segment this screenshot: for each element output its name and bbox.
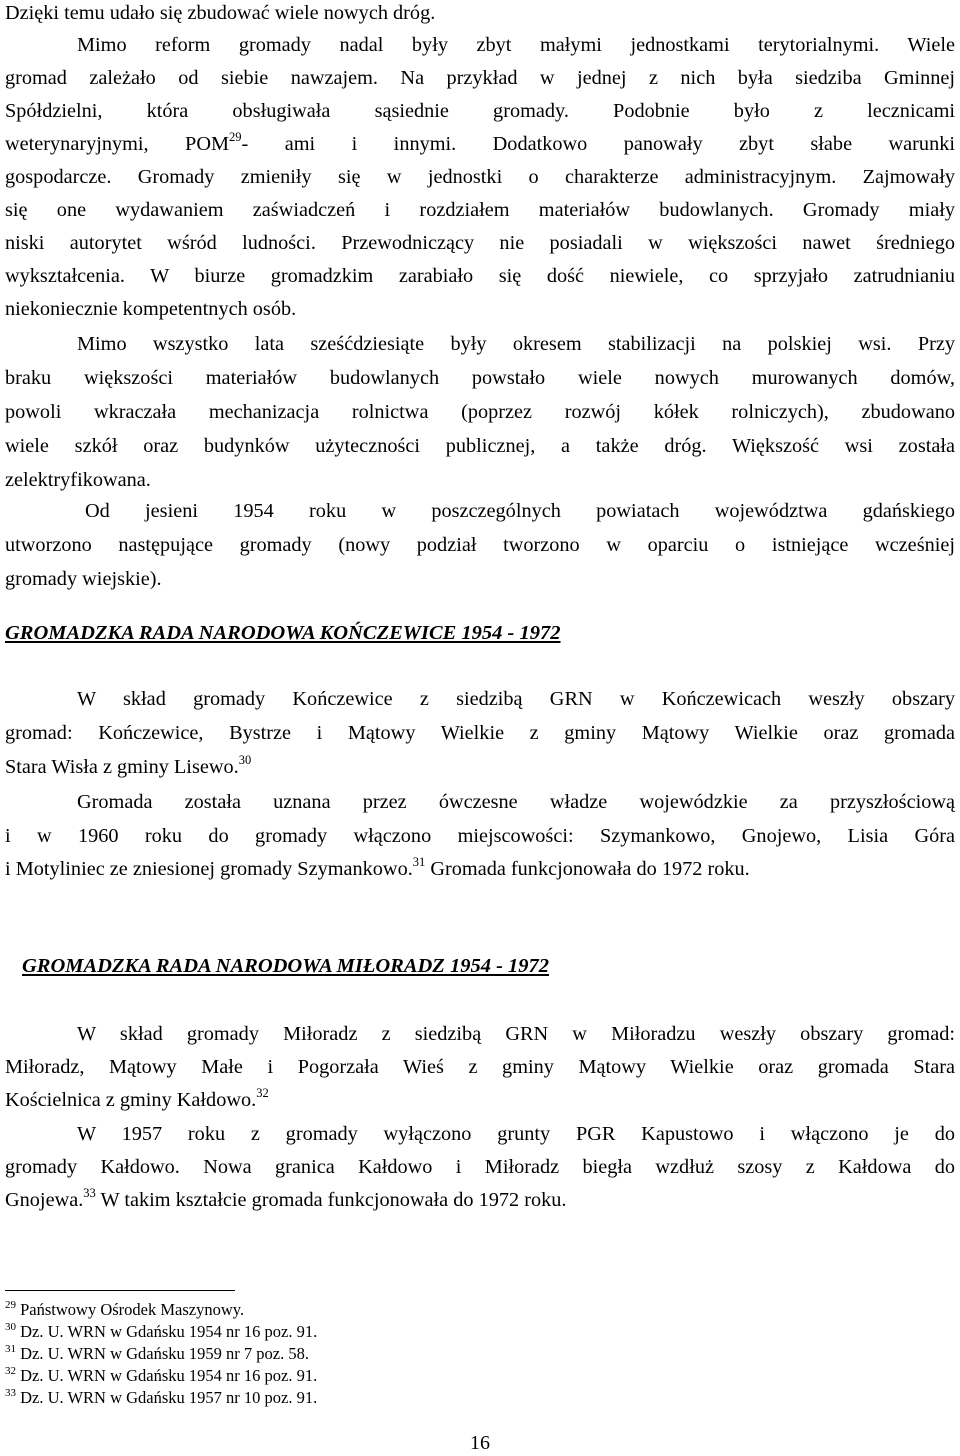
footnote-number: 29 xyxy=(5,1299,16,1311)
paragraph-line: gromady wiejskie). xyxy=(5,568,162,590)
footnote xyxy=(5,1321,317,1343)
paragraph-line: Gromada została uznana przez ówczesne władze wojewódzkie za przyszłościową xyxy=(77,791,955,813)
line-text: Kościelnica z gminy Kałdowo. xyxy=(5,1089,257,1111)
line-text: W takim kształcie gromada funkcjonowała do 1972 roku. xyxy=(100,1189,567,1211)
footnote-text: Dz. U. WRN w Gdańsku 1954 nr 16 poz. 91. xyxy=(20,1366,318,1385)
footnote-text: Państwowy Ośrodek Maszynowy. xyxy=(20,1300,245,1319)
paragraph-line: utworzono następujące gromady (nowy podział tworzono w oparciu o istniejące wcześniej xyxy=(5,534,955,556)
footnote-separator xyxy=(5,1290,235,1291)
line-text: weterynaryjnymi, POM xyxy=(5,133,230,155)
line-text: Gnojewa. xyxy=(5,1189,84,1211)
footnote-text: Dz. U. WRN w Gdańsku 1959 nr 7 poz. 58. xyxy=(20,1344,309,1363)
paragraph-line: powoli wkraczała mechanizacja rolnictwa (poprzez rozwój kółek rolniczych), zbudowano xyxy=(5,401,955,423)
footnote-text: Dz. U. WRN w Gdańsku 1954 nr 16 poz. 91. xyxy=(20,1322,318,1341)
paragraph-line: niekoniecznie kompetentnych osób. xyxy=(5,298,297,320)
paragraph-line: gromady Kałdowo. Nowa granica Kałdowo i Miłoradz biegła wzdłuż szosy z Kałdowa do xyxy=(5,1156,955,1178)
footnote-ref: 31 xyxy=(412,855,426,869)
footnote xyxy=(5,1365,317,1387)
paragraph-line: się one wydawaniem zaświadczeń i rozdziałem materiałów budowlanych. Gromady miały xyxy=(5,199,955,221)
line-text: - ami i innymi. Dodatkowo panowały zbyt słabe warunki xyxy=(241,133,955,155)
paragraph-line: Od jesieni 1954 roku w poszczególnych powiatach województwa gdańskiego xyxy=(85,500,955,522)
line-text: Stara Wisła z gminy Lisewo. xyxy=(5,756,239,778)
footnote xyxy=(5,1299,244,1321)
line-text: Gromada funkcjonowała do 1972 roku. xyxy=(430,858,750,880)
paragraph-line xyxy=(5,750,955,784)
footnote-ref: 30 xyxy=(238,753,252,767)
section-heading: GROMADZKA RADA NARODOWA MIŁORADZ 1954 - 1972 xyxy=(22,955,550,977)
paragraph-line xyxy=(5,1083,955,1117)
paragraph-line: wykształcenia. W biurze gromadzkim zarabiało się dość niewiele, co sprzyjało zatrudnianiu xyxy=(5,265,955,287)
paragraph-line xyxy=(5,127,955,161)
paragraph-line xyxy=(5,1183,955,1217)
paragraph-line: gospodarcze. Gromady zmieniły się w jednostki o charakterze administracyjnym. Zajmowały xyxy=(5,166,955,188)
paragraph-line: W skład gromady Kończewice z siedzibą GRN w Kończewicach weszły obszary xyxy=(77,688,955,710)
footnote-ref: 32 xyxy=(256,1086,269,1100)
paragraph-line: Miłoradz, Mątowy Małe i Pogorzała Wieś z gminy Mątowy Wielkie oraz gromada Stara xyxy=(5,1056,955,1078)
paragraph-line: Mimo reform gromady nadal były zbyt małymi jednostkami terytorialnymi. Wiele xyxy=(77,34,955,56)
paragraph-line: wiele szkół oraz budynków użyteczności publicznej, a także dróg. Większość wsi została xyxy=(5,435,955,457)
paragraph-line: Dzięki temu udało się zbudować wiele nowych dróg. xyxy=(5,2,436,24)
footnote-number: 31 xyxy=(5,1343,16,1355)
footnote xyxy=(5,1387,317,1409)
paragraph-line xyxy=(5,852,955,886)
paragraph-line: zelektryfikowana. xyxy=(5,469,151,491)
footnote-ref: 33 xyxy=(83,1186,96,1200)
paragraph-line: braku większości materiałów budowlanych powstało wiele nowych murowanych domów, xyxy=(5,367,955,389)
paragraph-line: Mimo wszystko lata sześćdziesiąte były okresem stabilizacji na polskiej wsi. Przy xyxy=(77,333,955,355)
footnote-text: Dz. U. WRN w Gdańsku 1957 nr 10 poz. 91. xyxy=(20,1388,318,1407)
line-text: i Motyliniec ze zniesionej gromady Szymankowo. xyxy=(5,858,413,880)
paragraph-line: Spółdzielni, która obsługiwała sąsiednie gromady. Podobnie było z lecznicami xyxy=(5,100,955,122)
footnote-ref: 29 xyxy=(229,130,242,144)
footnote xyxy=(5,1343,309,1365)
paragraph-line: gromad zależało od siebie nawzajem. Na przykład w jednej z nich była siedziba Gminnej xyxy=(5,67,955,89)
footnote-number: 30 xyxy=(5,1321,16,1333)
paragraph-line: niski autorytet wśród ludności. Przewodniczący nie posiadali w większości nawet średniego xyxy=(5,232,955,254)
footnote-number: 32 xyxy=(5,1365,16,1377)
section-heading: GROMADZKA RADA NARODOWA KOŃCZEWICE 1954 - 1972 xyxy=(5,622,561,644)
paragraph-line: W skład gromady Miłoradz z siedzibą GRN w Miłoradzu weszły obszary gromad: xyxy=(77,1023,955,1045)
paragraph-line: i w 1960 roku do gromady włączono miejscowości: Szymankowo, Gnojewo, Lisia Góra xyxy=(5,825,955,847)
page-number: 16 xyxy=(470,1432,490,1454)
footnote-number: 33 xyxy=(5,1387,16,1399)
paragraph-line: W 1957 roku z gromady wyłączono grunty PGR Kapustowo i włączono je do xyxy=(77,1123,955,1145)
paragraph-line: gromad: Kończewice, Bystrze i Mątowy Wielkie z gminy Mątowy Wielkie oraz gromada xyxy=(5,722,955,744)
